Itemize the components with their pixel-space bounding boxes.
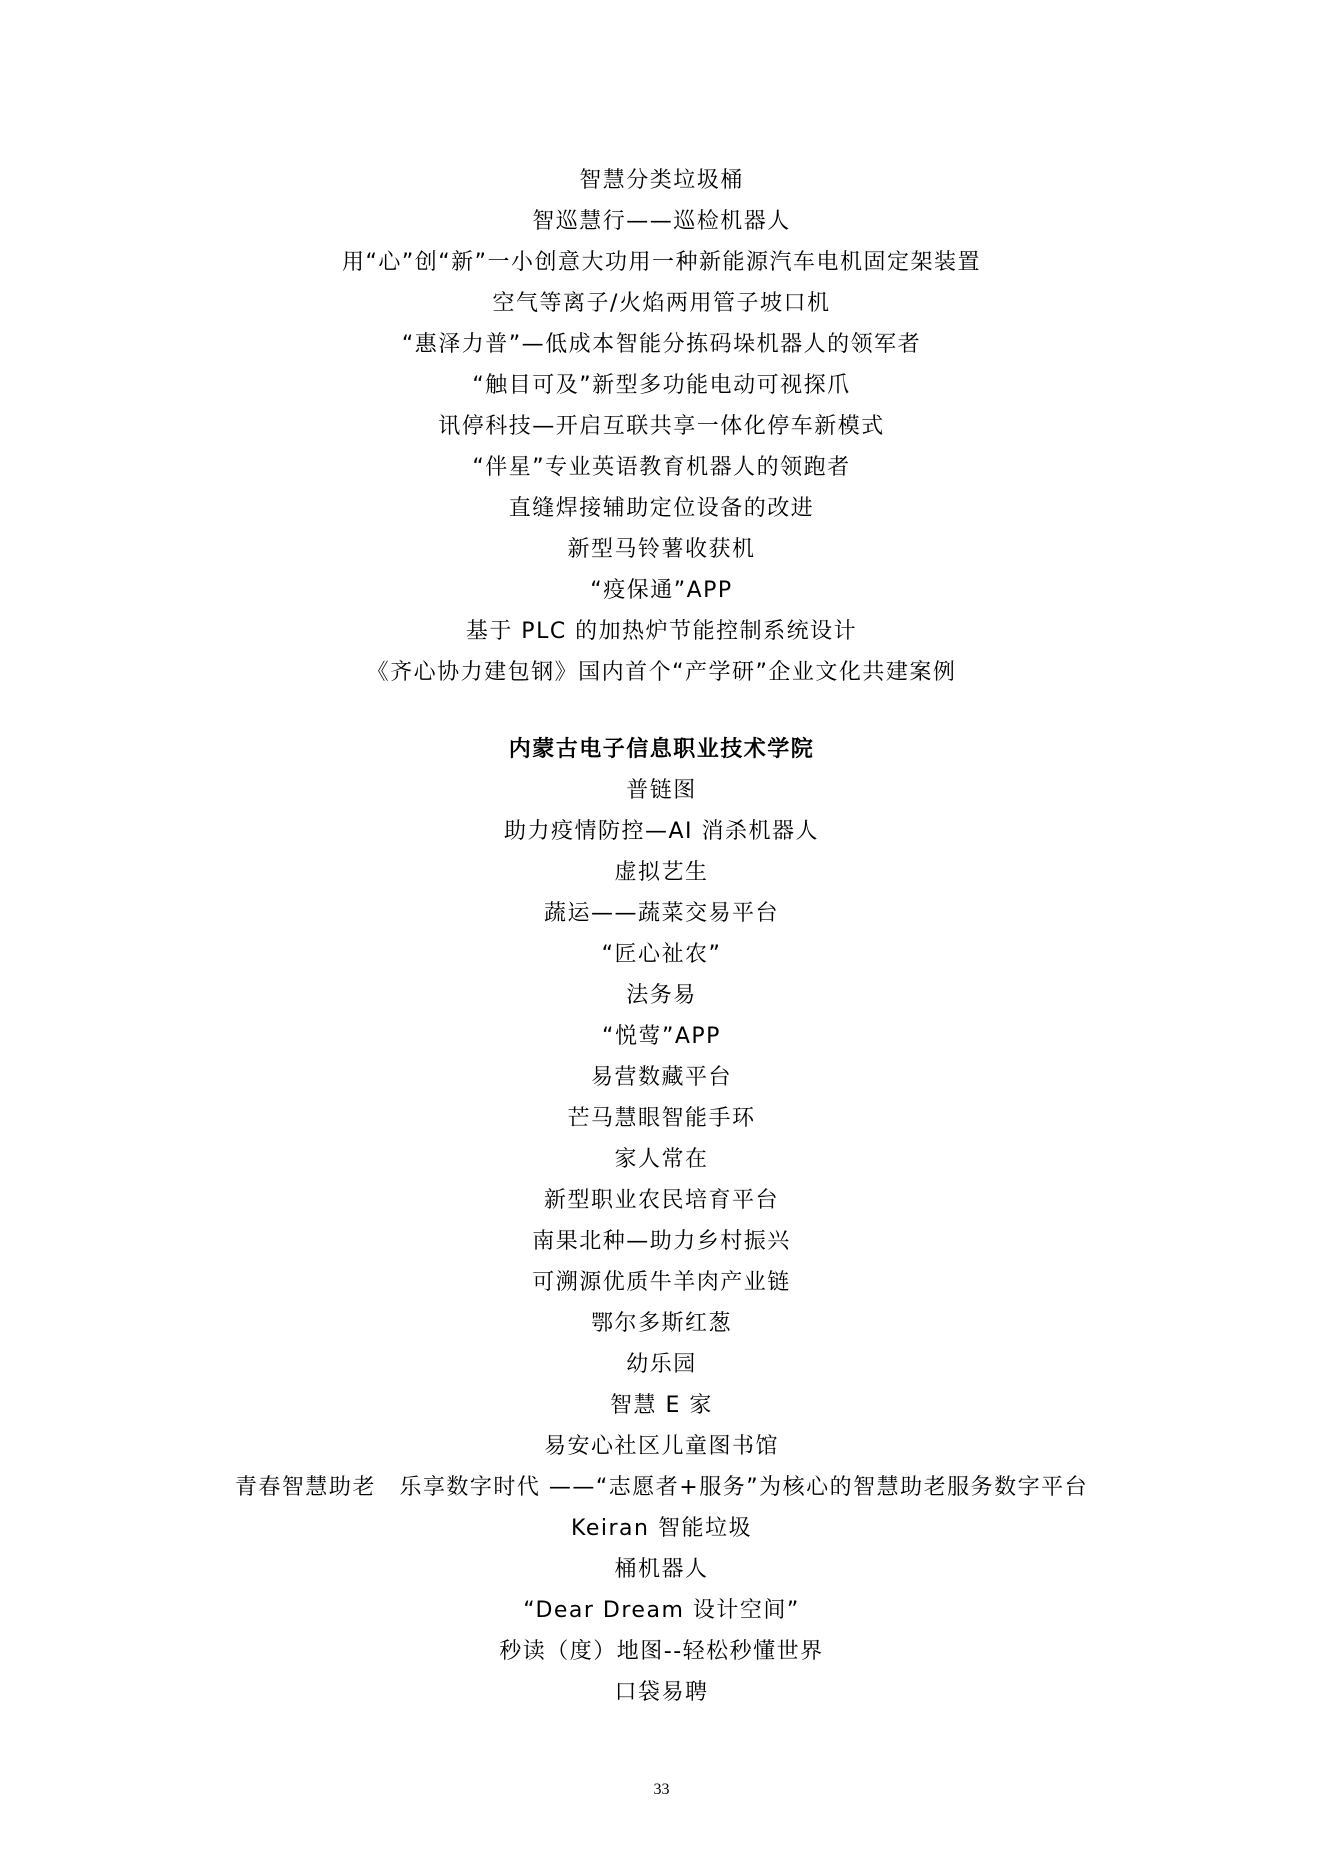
project-title: 易安心社区儿童图书馆 xyxy=(543,1434,779,1459)
project-title: 幼乐园 xyxy=(626,1352,697,1377)
project-title: 智慧分类垃圾桶 xyxy=(579,168,744,193)
project-title: “匠心祉农” xyxy=(601,942,722,967)
project-title: 可溯源优质牛羊肉产业链 xyxy=(532,1270,791,1295)
project-title: “触目可及”新型多功能电动可视探爪 xyxy=(472,373,851,398)
project-title: “Dear Dream 设计空间” xyxy=(523,1598,800,1623)
project-title: 鄂尔多斯红葱 xyxy=(590,1311,732,1336)
project-title: 虚拟艺生 xyxy=(614,860,709,885)
project-title: 新型职业农民培育平台 xyxy=(543,1188,779,1213)
project-title: 口袋易聘 xyxy=(614,1680,709,1705)
project-title: 普链图 xyxy=(626,778,697,803)
project-title: 空气等离子/火焰两用管子坡口机 xyxy=(492,291,831,316)
project-title: 青春智慧助老 乐享数字时代 ——“志愿者+服务”为核心的智慧助老服务数字平台 xyxy=(234,1475,1089,1500)
project-title: 智巡慧行——巡检机器人 xyxy=(532,209,791,234)
project-title: 助力疫情防控—AI 消杀机器人 xyxy=(503,819,820,844)
project-title: 基于 PLC 的加热炉节能控制系统设计 xyxy=(465,619,858,644)
project-title: 讯停科技—开启互联共享一体化停车新模式 xyxy=(438,414,885,439)
project-title: 用“心”创“新”一小创意大功用一种新能源汽车电机固定架装置 xyxy=(341,250,982,275)
project-title: 桶机器人 xyxy=(614,1557,709,1582)
project-title: “疫保通”APP xyxy=(590,578,733,603)
project-title: 蔬运——蔬菜交易平台 xyxy=(543,901,779,926)
college-heading: 内蒙古电子信息职业技术学院 xyxy=(508,737,815,762)
project-title: 《齐心协力建包钢》国内首个“产学研”企业文化共建案例 xyxy=(366,660,957,685)
page-number: 33 xyxy=(653,1781,670,1798)
project-title: “悦莺”APP xyxy=(602,1024,721,1049)
project-title: 南果北种—助力乡村振兴 xyxy=(532,1229,791,1254)
project-title: Keiran 智能垃圾 xyxy=(571,1516,752,1541)
project-title: “惠泽力普”—低成本智能分拣码垛机器人的领军者 xyxy=(401,332,922,357)
project-title: 家人常在 xyxy=(614,1147,709,1172)
project-title: 智慧 E 家 xyxy=(610,1393,713,1418)
project-title: 秒读（度）地图--轻松秒懂世界 xyxy=(499,1639,824,1664)
project-title: 直缝焊接辅助定位设备的改进 xyxy=(508,496,815,521)
project-title: 新型马铃薯收获机 xyxy=(567,537,756,562)
project-title: 易营数藏平台 xyxy=(590,1065,732,1090)
project-title: “伴星”专业英语教育机器人的领跑者 xyxy=(472,455,851,480)
project-title: 芒马慧眼智能手环 xyxy=(567,1106,756,1131)
project-title: 法务易 xyxy=(626,983,697,1008)
